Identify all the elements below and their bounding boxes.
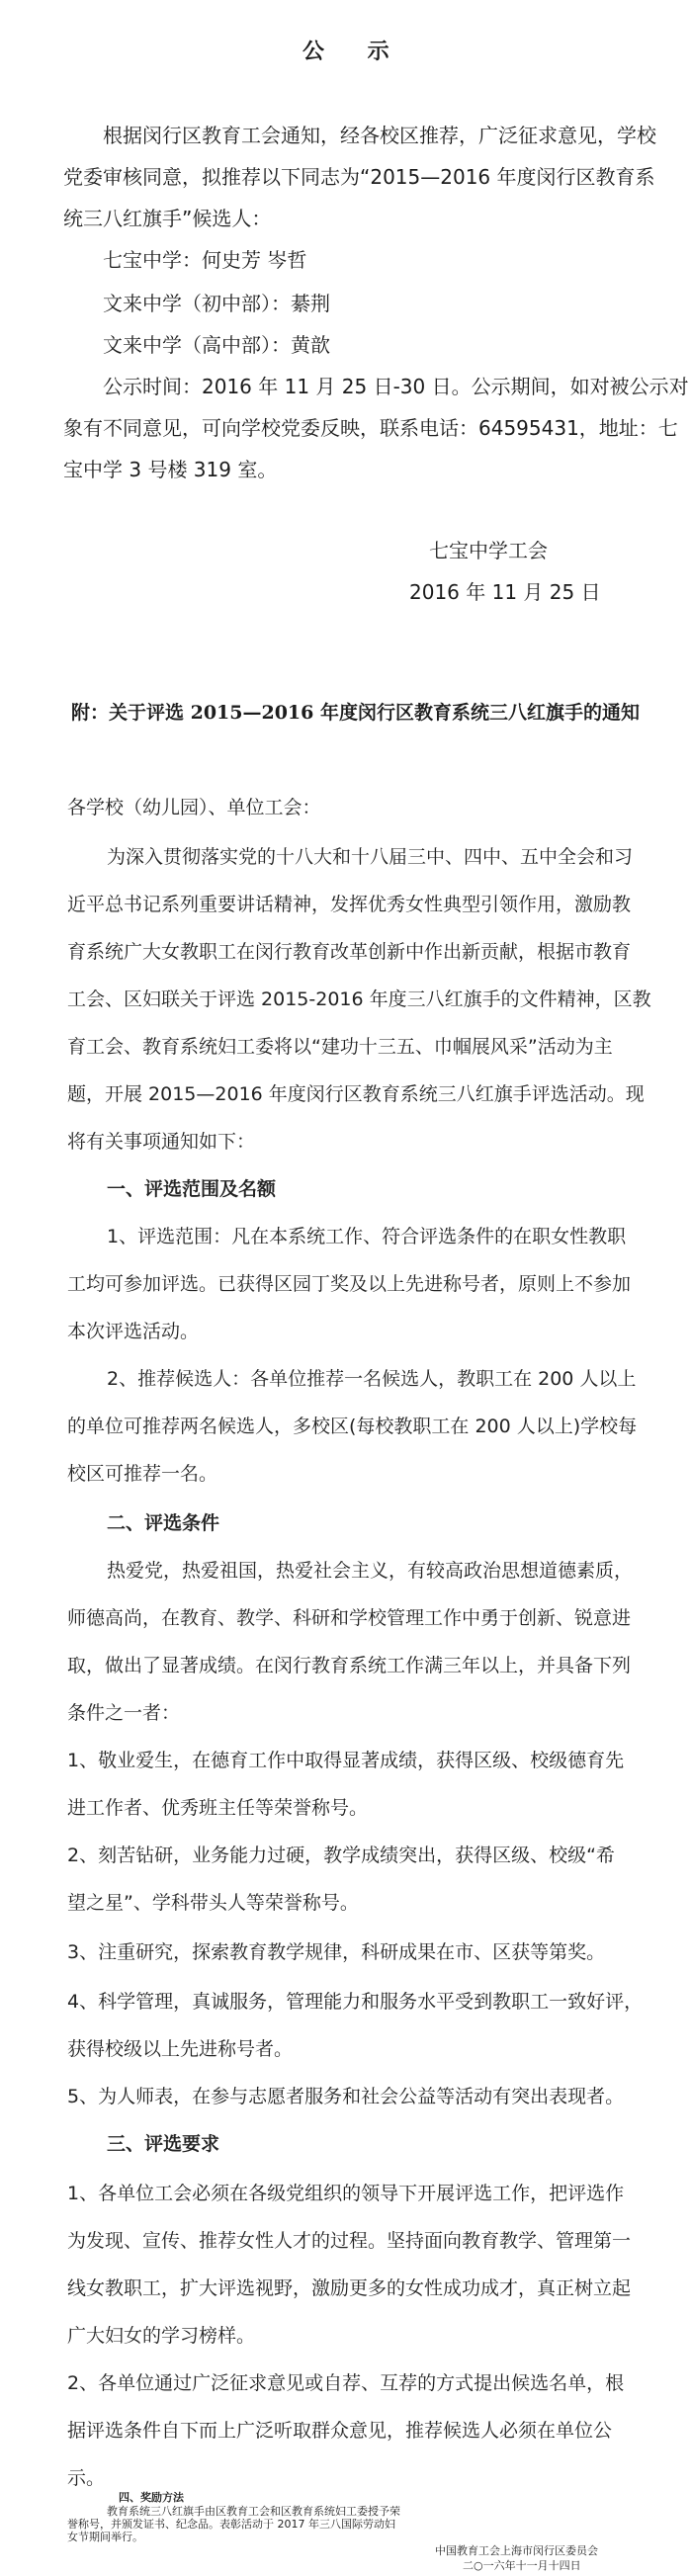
section-line: 进工作者、优秀班主任等荣誉称号。 — [67, 1797, 369, 1819]
section-line: 线女教职工，扩大评选视野，激励更多的女性成功成才，真正树立起 — [67, 2277, 632, 2299]
notice-intro-line: 育系统广大女教职工在闵行教育改革创新中作出新贡献，根据市教育 — [67, 941, 632, 963]
candidate-line: 文来中学（高中部）：黄歆 — [103, 333, 330, 357]
notice-intro-line: 育工会、教育系统妇工委将以“建功十三五、巾帼展风采”活动为主 — [67, 1036, 613, 1058]
section-line: 广大妇女的学习榜样。 — [67, 2325, 256, 2347]
announcement-signature-org: 七宝中学工会 — [429, 539, 548, 562]
section-heading: 三、评选要求 — [107, 2133, 220, 2155]
section-line: 2、刻苦钻研，业务能力过硬，教学成绩突出，获得区级、校级“希 — [67, 1845, 615, 1866]
announcement-signature-date: 2016 年 11 月 25 日 — [409, 580, 601, 604]
section-line: 誉称号，并颁发证书、纪念品。表彰活动于 2017 年三八国际劳动妇 — [67, 2518, 395, 2531]
section-heading: 二、评选条件 — [107, 1512, 220, 1534]
section-line: 获得校级以上先进称号者。 — [67, 2038, 294, 2060]
notice-signature-org: 中国教育工会上海市闵行区委员会 — [435, 2544, 598, 2557]
section-line: 2、推荐候选人：各单位推荐一名候选人，教职工在 200 人以上 — [107, 1368, 637, 1390]
announcement-title: 公 示 — [302, 40, 407, 64]
section-line: 工均可参加评选。已获得区园丁奖及以上先进称号者，原则上不参加 — [67, 1273, 632, 1295]
notice-salutation: 各学校（幼儿园）、单位工会： — [67, 797, 321, 818]
section-line: 校区可推荐一名。 — [67, 1463, 218, 1485]
section-line: 1、评选范围：凡在本系统工作、符合评选条件的在职女性教职 — [107, 1226, 627, 1247]
section-line: 1、敬业爱生，在德育工作中取得显著成绩，获得区级、校级德育先 — [67, 1750, 625, 1771]
notice-intro-line: 工会、区妇联关于评选 2015-2016 年度三八红旗手的文件精神，区教 — [67, 988, 651, 1010]
candidate-line: 文来中学（初中部）：綦荆 — [103, 292, 330, 315]
section-line: 示。 — [67, 2467, 106, 2489]
section-heading: 一、评选范围及名额 — [107, 1178, 277, 1200]
section-heading: 四、奖励方法 — [119, 2491, 184, 2504]
notice-intro-line: 题，开展 2015—2016 年度闵行区教育系统三八红旗手评选活动。现 — [67, 1083, 645, 1105]
section-line: 条件之一者： — [67, 1702, 181, 1724]
candidate-line: 七宝中学：何史芳 岑哲 — [103, 248, 307, 272]
announcement-intro-line: 统三八红旗手”候选人： — [63, 207, 272, 230]
notice-signature-date: 二○一六年十一月十四日 — [463, 2559, 581, 2572]
section-line: 教育系统三八红旗手由区教育工会和区教育系统妇工委授予荣 — [107, 2505, 400, 2518]
section-line: 师德高尚，在教育、教学、科研和学校管理工作中勇于创新、锐意进 — [67, 1607, 632, 1629]
section-line: 取，做出了显著成绩。在闵行教育系统工作满三年以上，并具备下列 — [67, 1655, 632, 1676]
section-line: 据评选条件自下而上广泛听取群众意见，推荐候选人必须在单位公 — [67, 2420, 613, 2442]
section-line: 2、各单位通过广泛征求意见或自荐、互荐的方式提出候选名单，根 — [67, 2372, 625, 2394]
section-line: 4、科学管理，真诚服务，管理能力和服务水平受到教职工一致好评， — [67, 1991, 644, 2013]
notice-intro-line: 近平总书记系列重要讲话精神，发挥优秀女性典型引领作用，激励教 — [67, 894, 632, 915]
section-line: 热爱党，热爱祖国，热爱社会主义，有较高政治思想道德素质， — [107, 1560, 634, 1582]
section-line: 本次评选活动。 — [67, 1321, 200, 1342]
announcement-intro-line: 根据闵行区教育工会通知，经各校区推荐，广泛征求意见，学校 — [103, 124, 656, 147]
announcement-period-line: 公示时间：2016 年 11 月 25 日-30 日。公示期间，如对被公示对 — [103, 375, 689, 398]
announcement-period-line: 宝中学 3 号楼 319 室。 — [63, 458, 278, 481]
announcement-period-line: 象有不同意见，可向学校党委反映，联系电话：64595431，地址：七 — [63, 416, 678, 440]
section-line: 的单位可推荐两名候选人，多校区(每校教职工在 200 人以上)学校每 — [67, 1416, 638, 1437]
section-line: 望之星”、学科带头人等荣誉称号。 — [67, 1892, 359, 1914]
section-line: 为发现、宣传、推荐女性人才的过程。坚持面向教育教学、管理第一 — [67, 2230, 632, 2252]
section-line: 3、注重研究，探索教育教学规律，科研成果在市、区获等第奖。 — [67, 1941, 606, 1963]
announcement-intro-line: 党委审核同意，拟推荐以下同志为“2015—2016 年度闵行区教育系 — [63, 165, 655, 189]
section-line: 女节期间举行。 — [67, 2531, 143, 2543]
section-line: 5、为人师表，在参与志愿者服务和社会公益等活动有突出表现者。 — [67, 2086, 625, 2107]
notice-intro-line: 将有关事项通知如下： — [67, 1131, 256, 1153]
notice-title: 附：关于评选 2015—2016 年度闵行区教育系统三八红旗手的通知 — [71, 702, 640, 724]
section-line: 1、各单位工会必须在各级党组织的领导下开展评选工作，把评选作 — [67, 2183, 625, 2204]
notice-intro-line: 为深入贯彻落实党的十八大和十八届三中、四中、五中全会和习 — [107, 846, 634, 868]
